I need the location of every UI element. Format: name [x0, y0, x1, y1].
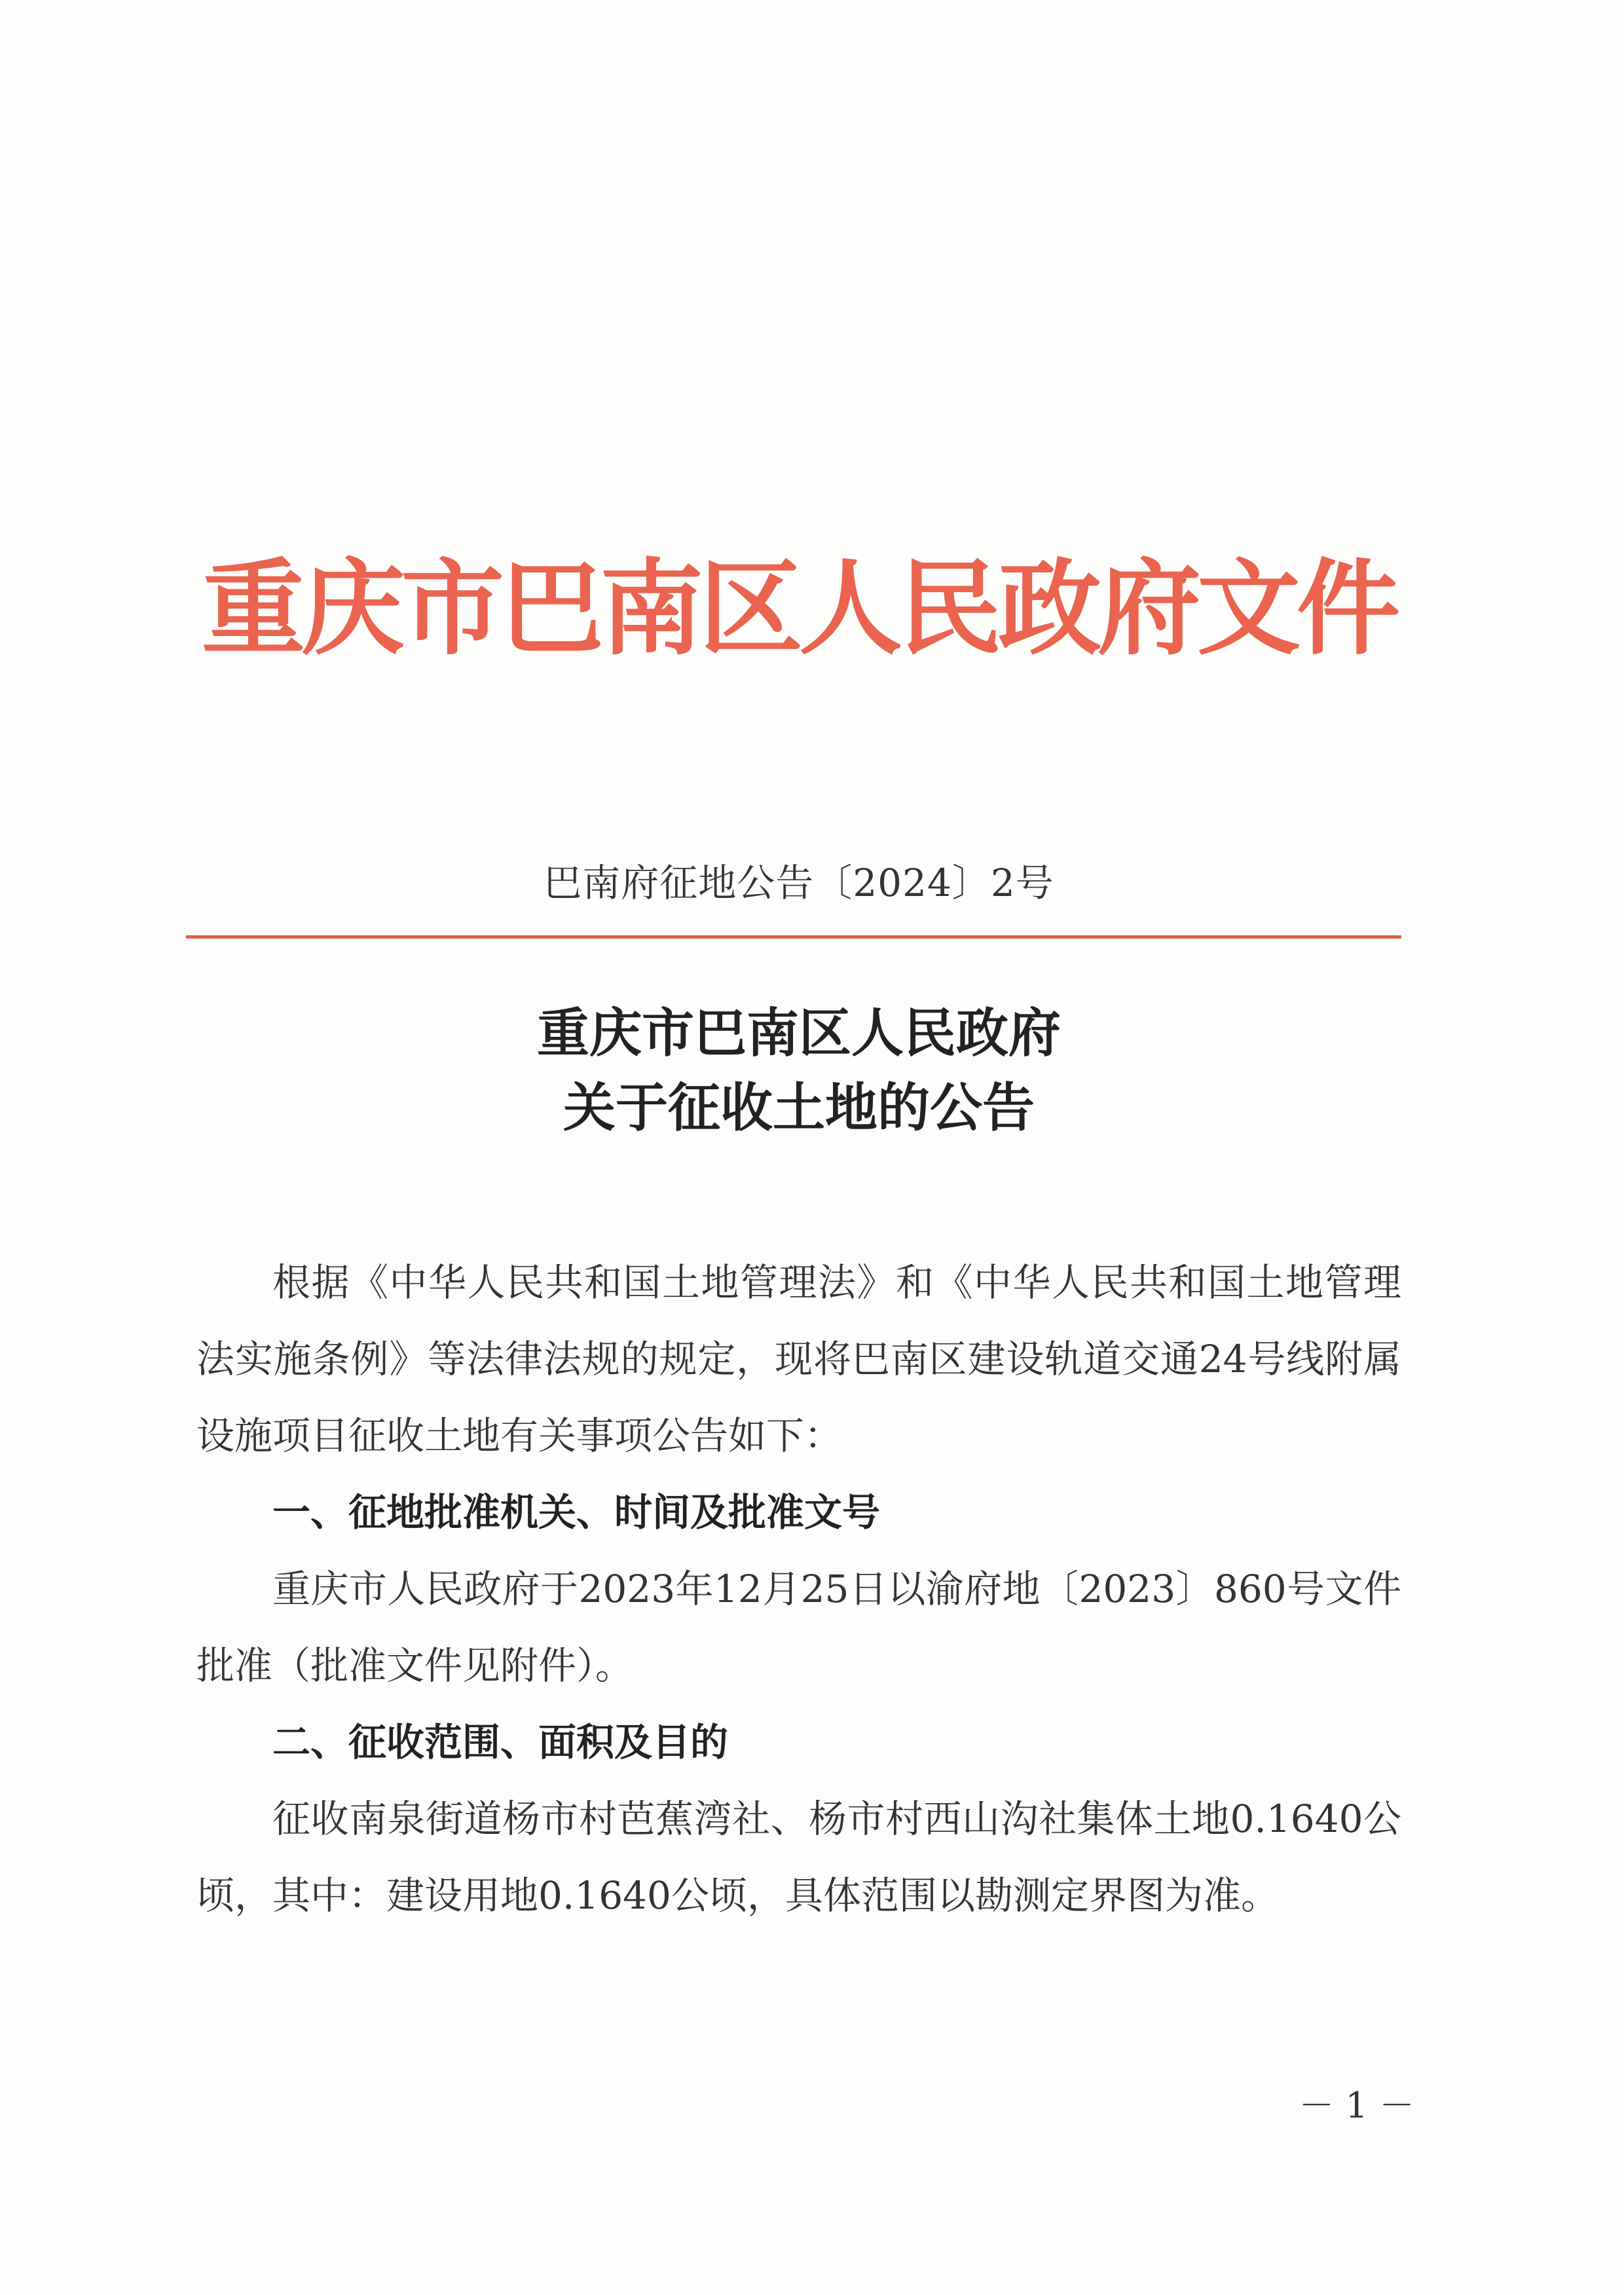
notice-title-line-1: 重庆市巴南区人民政府 [537, 1002, 1061, 1064]
document-number: 巴南府征地公告〔2024〕2号 [544, 861, 1054, 905]
section-1-heading: 一、征地批准机关、时间及批准文号 [272, 1490, 881, 1535]
intro-paragraph: 根据《中华人民共和国土地管理法》和《中华人民共和国土地管理法实施条例》等法律法规的规定，现将巴南区建设轨道交通24号线附属设施项目征收土地有关事项公告如下： [196, 1260, 1401, 1458]
section-2-heading: 二、征收范围、面积及目的 [272, 1720, 729, 1764]
section-2-paragraph: 征收南泉街道杨市村芭蕉湾社、杨市村西山沟社集体土地0.1640公顷，其中：建设用地0.1640公顷，具体范围以勘测定界图为准。 [196, 1797, 1401, 1918]
red-divider-line [186, 935, 1401, 939]
notice-title [183, 996, 1414, 1145]
notice-title-line-2: 关于征收土地的公告 [563, 1077, 1035, 1138]
masthead-title: 重庆市巴南区人民政府文件 [202, 549, 1396, 669]
section-1-paragraph: 重庆市人民政府于2023年12月25日以渝府地〔2023〕860号文件批准（批准文件见附件）。 [196, 1567, 1401, 1688]
notice-body [196, 1244, 1401, 1934]
page-number: － 1 － [1299, 2085, 1414, 2126]
